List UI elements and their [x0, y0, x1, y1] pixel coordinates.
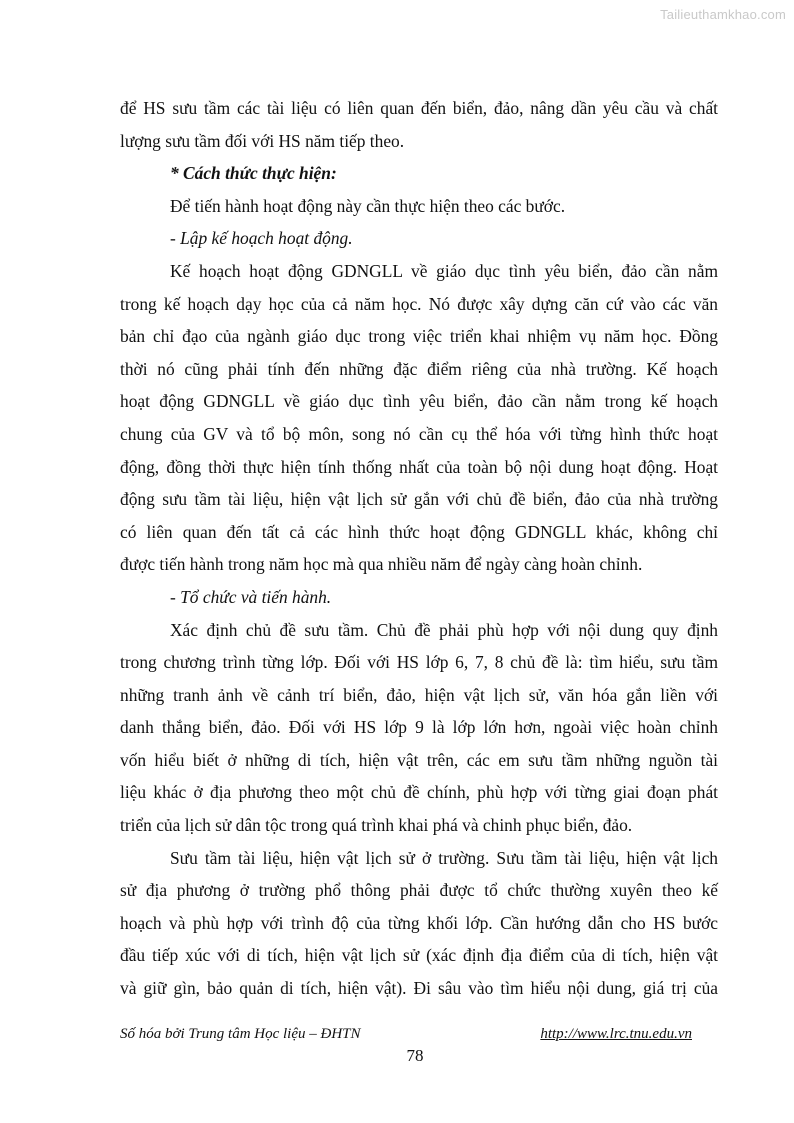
- subheading: - Tổ chức và tiến hành.: [170, 586, 332, 607]
- body-line: chung của GV và tổ bộ môn, song nó cần cụ thể hóa với từng hình thức hoạt: [120, 423, 718, 444]
- footer-url-link[interactable]: http://www.lrc.tnu.edu.vn: [540, 1026, 692, 1042]
- body-line: danh thắng biển, đảo. Đối với HS lớp 9 là lớp lớn hơn, ngoài việc hoàn chỉnh: [120, 717, 718, 738]
- body-line: vốn hiểu biết ở những di tích, hiện vật trên, các em sưu tầm những nguồn tài: [120, 749, 718, 770]
- body-line: để HS sưu tầm các tài liệu có liên quan đến biển, đảo, nâng dần yêu cầu và chất: [120, 98, 718, 118]
- body-line: những tranh ảnh về cảnh trí biển, đảo, hiện vật lịch sử, văn hóa gắn liền với: [120, 684, 718, 705]
- section-heading: * Cách thức thực hiện:: [170, 163, 337, 184]
- body-line: có liên quan đến tất cả các hình thức hoạt động GDNGLL khác, không chỉ: [120, 521, 718, 542]
- body-line: sử địa phương ở trường phổ thông phải được tổ chức thường xuyên theo kế: [120, 880, 718, 901]
- body-line: thời nó cũng phải tính đến những đặc điểm riêng của nhà trường. Kế hoạch: [120, 358, 718, 379]
- body-line: trong chương trình từng lớp. Đối với HS lớp 6, 7, 8 chủ đề là: tìm hiểu, sưu tầm: [120, 652, 718, 673]
- watermark-text: Tailieuthamkhao.com: [660, 7, 786, 22]
- body-line: động sưu tầm tài liệu, hiện vật lịch sử gắn với chủ đề biển, đảo của nhà trường: [120, 489, 718, 510]
- body-line: Kế hoạch hoạt động GDNGLL về giáo dục tình yêu biển, đảo cần nằm: [170, 260, 718, 281]
- document-body: [120, 92, 718, 1005]
- body-line: liệu khác ở địa phương theo một chủ đề chính, phù hợp với từng giai đoạn phát: [120, 782, 718, 803]
- body-line: Xác định chủ đề sưu tầm. Chủ đề phải phù hợp với nội dung quy định: [170, 619, 718, 640]
- body-line: Để tiến hành hoạt động này cần thực hiện theo các bước.: [170, 195, 566, 216]
- body-line: được tiến hành trong năm học mà qua nhiều năm để ngày càng hoàn chỉnh.: [120, 554, 643, 575]
- body-line: Sưu tầm tài liệu, hiện vật lịch sử ở trường. Sưu tầm tài liệu, hiện vật lịch: [170, 847, 718, 868]
- body-line: hoạt động GDNGLL về giáo dục tình yêu biển, đảo cần nằm trong kế hoạch: [120, 391, 718, 412]
- footer-source-text: Số hóa bởi Trung tâm Học liệu – ĐHTN: [120, 1026, 361, 1042]
- body-line: động, đồng thời thực hiện tính thống nhất của toàn bộ nội dung hoạt động. Hoạt: [120, 456, 718, 477]
- body-line: và giữ gìn, bảo quản di tích, hiện vật). Đi sâu vào tìm hiểu nội dung, giá trị của: [120, 978, 718, 999]
- body-line: đầu tiếp xúc với di tích, hiện vật lịch sử (xác định địa điểm của di tích, hiện vật: [120, 945, 718, 966]
- body-line: hoạch và phù hợp với trình độ của từng khối lớp. Cần hướng dẫn cho HS bước: [120, 912, 718, 933]
- body-line: bản chỉ đạo của ngành giáo dục trong việc triển khai nhiệm vụ năm học. Đồng: [120, 326, 718, 347]
- body-line: trong kế hoạch dạy học của cả năm học. Nó được xây dựng căn cứ vào các văn: [120, 293, 718, 314]
- subheading: - Lập kế hoạch hoạt động.: [170, 228, 353, 249]
- page-number: 78: [406, 1046, 424, 1065]
- body-line: lượng sưu tầm đối với HS năm tiếp theo.: [120, 130, 405, 151]
- body-line: triển của lịch sử dân tộc trong quá trình khai phá và chinh phục biển, đảo.: [120, 815, 633, 836]
